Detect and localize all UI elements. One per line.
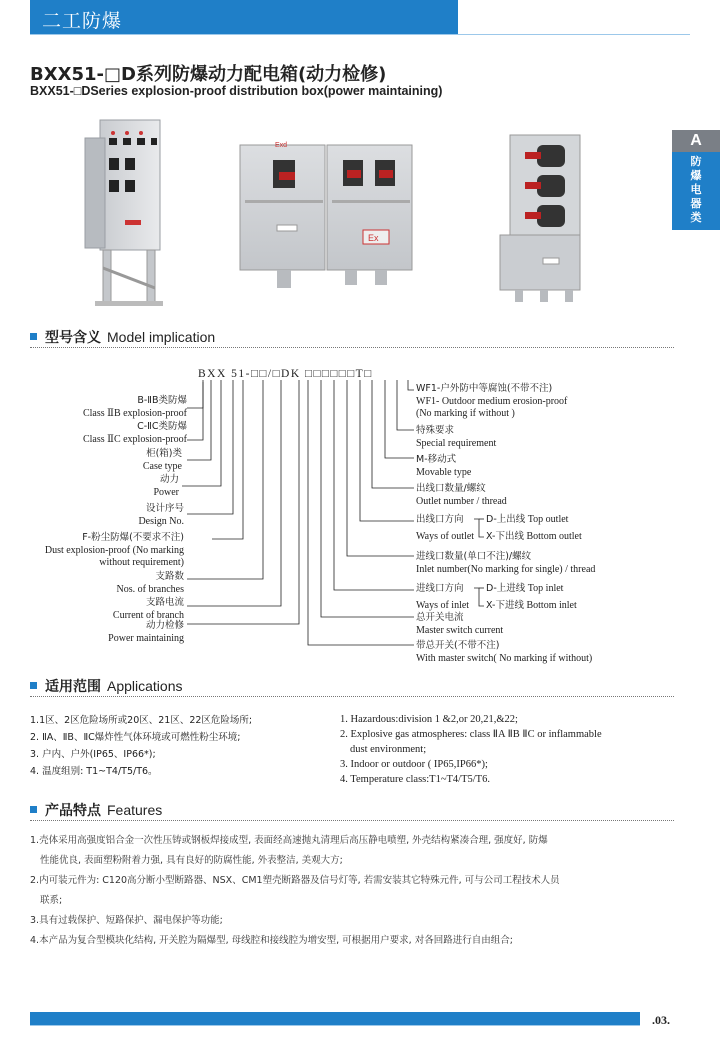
- list-item: dust environment;: [350, 744, 427, 755]
- section-heading-features: 产品特点 Features: [30, 800, 162, 820]
- model-label-left: 柜(箱)类 Case type: [142, 448, 182, 472]
- model-label-right: 出线口数量/螺纹 Outlet number / thread: [416, 483, 507, 507]
- page-title: BXX51-□D系列防爆动力配电箱(动力检修): [30, 64, 387, 85]
- feature-line: 联系;: [40, 895, 63, 906]
- side-tab-char: 爆: [690, 169, 702, 182]
- list-item: 2. Explosive gas atmospheres: class ⅡA ⅡB ⅡC or inflammable: [340, 729, 602, 740]
- model-label-option: D-上进线 Top inlet: [486, 583, 564, 594]
- list-item: 2. ⅡA、ⅡB、ⅡC爆炸性气体环境或可燃性粉尘环境;: [30, 732, 241, 743]
- applications-en-list: [340, 712, 680, 787]
- applications-cn-list: [30, 713, 330, 779]
- list-item: 1.1区、2区危险场所或20区、21区、22区危险场所;: [30, 715, 253, 726]
- model-label-option: X-下进线 Bottom inlet: [486, 600, 577, 611]
- model-label-right: 特殊要求 Special requirement: [416, 425, 497, 449]
- model-label-left: F-粉尘防爆(不要求不注) Dust explosion-proof (No marking without requirement): [44, 532, 184, 568]
- model-label-right: 进线口数量(单口不注)/螺纹 Inlet number(No marking for single) / thread: [416, 551, 596, 575]
- model-label-left: 动力检修 Power maintaining: [108, 620, 184, 644]
- page-number: .03.: [652, 1013, 670, 1027]
- section-divider: [30, 820, 674, 821]
- model-label-right: WF1-户外防中等腐蚀(不带不注) WF1- Outdoor medium erosion-proof (No marking if without ): [416, 383, 568, 419]
- model-label-right: 进线口方向 Ways of inlet: [416, 583, 470, 611]
- section-divider: [30, 696, 674, 697]
- feature-line: 性能优良, 表面塑粉附着力强, 具有良好的防腐性能, 外表整洁, 美观大方;: [40, 855, 343, 866]
- header-category: 二工防爆: [42, 10, 123, 32]
- footer-rule: [30, 1025, 640, 1026]
- side-tab-char: 类: [690, 211, 702, 224]
- model-label-left: 支路数 Nos. of branches: [116, 571, 184, 595]
- side-tab-char: 电: [690, 183, 702, 196]
- side-tab-letter: A: [672, 130, 720, 152]
- model-label-left: 动力 Power: [153, 474, 179, 498]
- footer-bar: [30, 1012, 640, 1025]
- model-label-right: 总开关电流 Master switch current: [416, 612, 504, 636]
- features-list: [30, 831, 670, 951]
- model-label-option: D-上出线 Top outlet: [486, 514, 569, 525]
- model-label-left: C-ⅡC类防爆 Class ⅡC explosion-proof: [82, 421, 187, 445]
- exd-stamp: Exd: [275, 142, 288, 149]
- list-item: 1. Hazardous:division 1 &2,or 20,21,&22;: [340, 714, 518, 725]
- feature-line: 2.内可装元件为: C120高分断小型断路器、NSX、CM1塑壳断路器及信号灯等, 若需安装其它特殊元件, 可与公司工程技术人员: [30, 875, 560, 886]
- list-item: 3. Indoor or outdoor ( IP65,IP66*);: [340, 759, 488, 770]
- bullet-square-icon: [30, 806, 37, 813]
- side-tab-char: 防: [690, 155, 702, 168]
- list-item: 4. Temperature class:T1~T4/T5/T6.: [340, 774, 490, 785]
- model-label-right: M-移动式 Movable type: [416, 454, 472, 478]
- model-code: BXX 51-□□/□DK □□□□□□T□: [198, 368, 373, 380]
- feature-line: 4.本产品为复合型模块化结构, 开关腔为隔爆型, 母线腔和接线腔为增安型, 可根据用户要求, 对各回路进行自由组合;: [30, 935, 513, 946]
- ex-stamp: Ex: [368, 233, 379, 243]
- feature-line: 1.壳体采用高强度铝合金一次性压铸或钢板焊接成型, 表面经高速抛丸清理后高压静电喷塑, 外壳结构紧凑合理, 强度好, 防爆: [30, 835, 548, 846]
- bullet-square-icon: [30, 682, 37, 689]
- model-label-left: B-ⅡB类防爆 Class ⅡB explosion-proof: [82, 395, 187, 419]
- model-label-right: 带总开关(不带不注) With master switch( No marking if without): [416, 640, 593, 664]
- model-label-right: 出线口方向 Ways of outlet: [416, 514, 475, 542]
- model-label-left: 设计序号 Design No.: [138, 503, 184, 527]
- list-item: 3. 户内、户外(IP65、IP66*);: [30, 749, 156, 760]
- list-item: 4. 温度组别: T1~T4/T5/T6。: [30, 766, 158, 777]
- page-subtitle: BXX51-□DSeries explosion-proof distribution box(power maintaining): [30, 84, 443, 98]
- side-tab-char: 器: [690, 197, 702, 210]
- model-label-left: 支路电流 Current of branch: [112, 597, 184, 621]
- section-heading-model: 型号含义 Model implication: [30, 327, 215, 347]
- feature-line: 3.具有过载保护、短路保护、漏电保护等功能;: [30, 915, 223, 926]
- section-heading-applications: 适用范围 Applications: [30, 676, 183, 696]
- model-label-option: X-下出线 Bottom outlet: [486, 531, 582, 542]
